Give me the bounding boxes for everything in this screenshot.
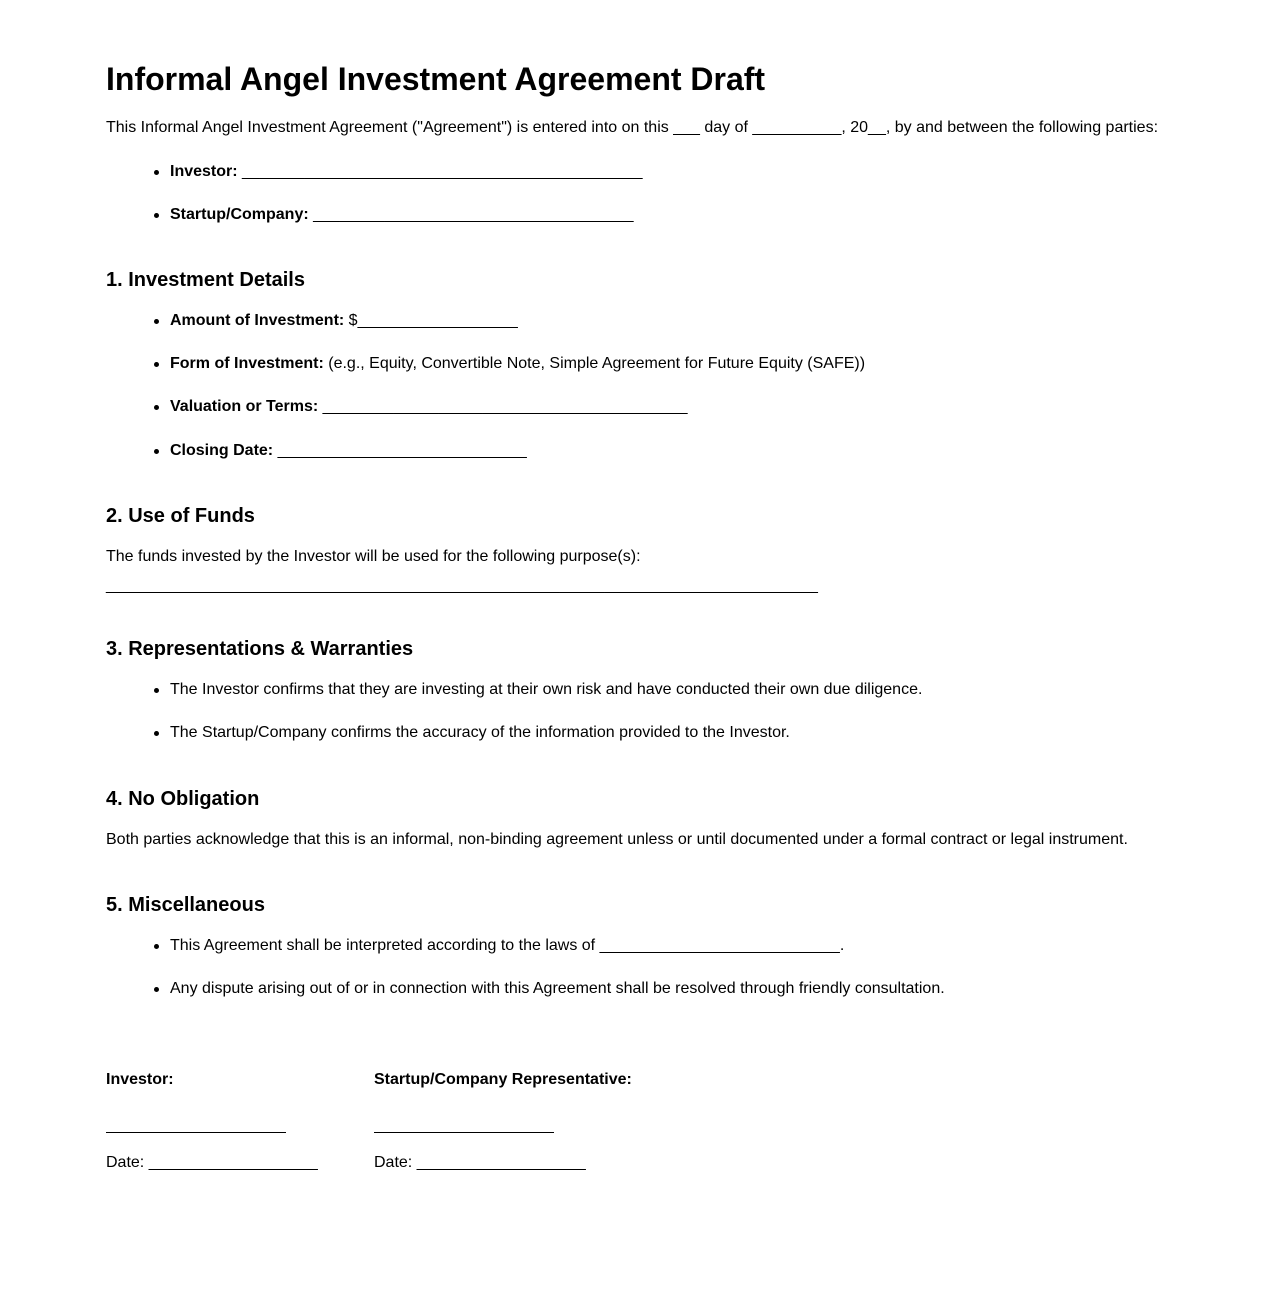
representations-list-2 [106,723,790,742]
investment-details-item-valuation [106,397,687,416]
list-item: The Startup/Company confirms the accuracy of the information provided to the Investor. [106,723,790,742]
form-value: (e.g., Equity, Convertible Note, Simple Agreement for Future Equity (SAFE)) [328,355,866,372]
document-title: Informal Angel Investment Agreement Draft [106,61,766,97]
list-item: Any dispute arising out of or in connection with this Agreement shall be resolved through friendly consultation. [106,979,945,998]
parties-list [106,162,642,181]
list-item [106,311,518,330]
section-heading-representations: 3. Representations & Warranties [106,638,414,660]
signature-investor-date-blank: ___________________ [148,1154,318,1172]
valuation-value: _________________________________________ [322,398,688,415]
investment-details-item-closing [106,441,527,460]
party-investor-blank: _____________________________________________ [242,163,643,180]
miscellaneous-list-2 [106,979,945,998]
signature-block-investor [106,1070,318,1172]
list-item: This Agreement shall be interpreted according to the laws of ___________________________. [106,936,844,955]
party-investor [106,162,642,181]
signature-investor-date [106,1153,318,1172]
representations-list [106,680,922,699]
no-obligation-text: Both parties acknowledge that this is an informal, non-binding agreement unless or until documented under a formal contract or legal instrument. [106,831,1128,848]
signature-company-date [374,1153,632,1172]
list-item: The Investor confirms that they are investing at their own risk and have conducted their own due diligence. [106,680,922,699]
form-label: Form of Investment: [170,355,324,372]
party-company [106,205,633,224]
section-heading-use-of-funds: 2. Use of Funds [106,505,255,527]
signature-company-label: Startup/Company Representative: [374,1071,632,1088]
party-investor-label: Investor: [170,163,238,180]
signature-block-company [374,1070,632,1172]
investment-details-item-form [106,354,865,373]
party-company-blank: ____________________________________ [313,206,634,223]
section-heading-miscellaneous: 5. Miscellaneous [106,894,265,916]
list-item [106,397,687,416]
parties-list-2 [106,205,633,224]
section-heading-no-obligation: 4. No Obligation [106,788,260,810]
investment-details-item-amount [106,311,518,330]
amount-value: $__________________ [348,312,518,329]
intro-paragraph: This Informal Angel Investment Agreement ("Agreement") is entered into on this ___ day of __________, 20__, by and between the following parties: [106,119,1159,136]
valuation-label: Valuation or Terms: [170,398,319,415]
use-of-funds-blank: ________________________________________________________________________________ [106,577,818,594]
miscellaneous-list [106,936,844,955]
list-item [106,441,527,460]
signature-company-date-blank: ___________________ [416,1154,586,1172]
party-company-label: Startup/Company: [170,206,309,223]
signature-investor-label: Investor: [106,1071,174,1088]
section-heading-investment-details: 1. Investment Details [106,269,305,291]
amount-label: Amount of Investment: [170,312,345,329]
signature-investor-date-label: Date: [106,1154,145,1172]
closing-date-value: ____________________________ [277,442,527,459]
signature-company-date-label: Date: [374,1154,413,1172]
list-item [106,354,865,373]
closing-date-label: Closing Date: [170,442,274,459]
use-of-funds-text: The funds invested by the Investor will be used for the following purpose(s): [106,548,641,565]
